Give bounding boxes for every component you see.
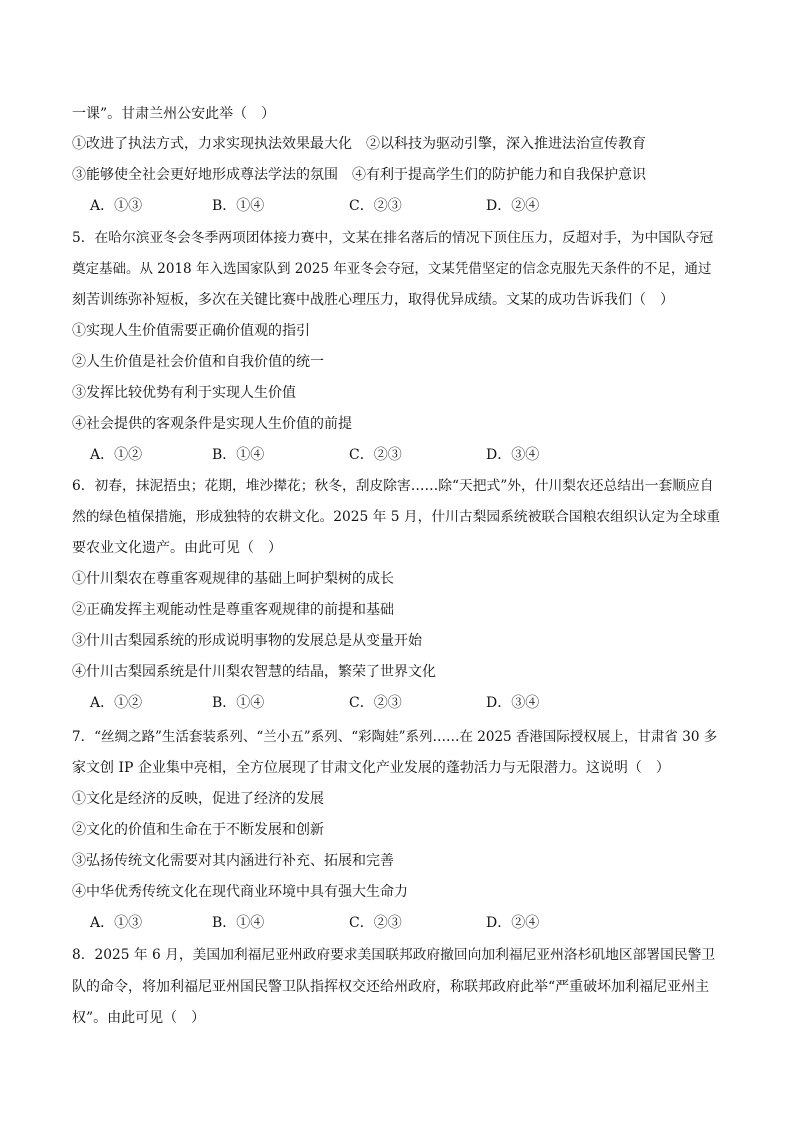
q5-option: ①实现人生价值需要正确价值观的指引: [72, 323, 310, 339]
q4-stem-line: 一课”。甘肃兰州公安此举（ ）: [72, 106, 276, 122]
q4-option-line: ③能够使全社会更好地形成尊法学法的氛围 ④有利于提高学生们的防护能力和自我保护意识: [72, 167, 646, 183]
q6-option: ③什川古梨园系统的形成说明事物的发展总是从变量开始: [72, 633, 422, 649]
q5-option: ④社会提供的客观条件是实现人生价值的前提: [72, 416, 352, 432]
q7-option: ②文化的价值和生命在于不断发展和创新: [72, 822, 324, 838]
q4-choice-c[interactable]: C．②③: [349, 198, 402, 214]
q7-choice-d[interactable]: D．②④: [486, 915, 540, 931]
q4-option-line: ①改进了执法方式，力求实现执法效果最大化 ②以科技为驱动引擎，深入推进法治宣传教育: [72, 136, 646, 152]
q6-stem-line: 然的绿色植保措施，形成独特的农耕文化。2025 年 5 月，什川古梨园系统被联合国粮农组织认定为全球重: [72, 509, 721, 525]
q4-choice-d[interactable]: D．②④: [486, 198, 540, 214]
q5-choice-b[interactable]: B．①④: [212, 447, 265, 463]
q6-choice-b[interactable]: B．①④: [212, 695, 265, 711]
q7-choice-a[interactable]: A．①③: [90, 915, 143, 931]
q7-choice-b[interactable]: B．①④: [212, 915, 265, 931]
q6-stem-line: 要农业文化遗产。由此可见（ ）: [72, 540, 282, 556]
q7-stem-line: 家文创 IP 企业集中亮相，全方位展现了甘肃文化产业发展的蓬勃活力与无限潜力。这说明（ ）: [72, 760, 670, 776]
q5-option: ②人生价值是社会价值和自我价值的统一: [72, 354, 324, 370]
q6-choice-d[interactable]: D．③④: [486, 695, 540, 711]
q6-option: ①什川梨农在尊重客观规律的基础上呵护梨树的成长: [72, 571, 394, 587]
q7-option: ④中华优秀传统文化在现代商业环境中具有强大生命力: [72, 884, 408, 900]
q5-stem-line: 奠定基础。从 2018 年入选国家队到 2025 年亚冬会夺冠，文某凭借坚定的信念克服先天条件的不足，通过: [72, 261, 712, 277]
q6-option: ②正确发挥主观能动性是尊重客观规律的前提和基础: [72, 602, 394, 618]
q8-stem-line: 权”。由此可见（ ）: [72, 1010, 206, 1026]
q5-stem-line: 5．在哈尔滨亚冬会冬季两项团体接力赛中，文某在排名落后的情况下顶住压力，反超对手，为中国队夺冠: [72, 230, 714, 246]
q4-choice-b[interactable]: B．①④: [212, 198, 265, 214]
q5-stem-line: 刻苦训练弥补短板，多次在关键比赛中战胜心理压力，取得优异成绩。文某的成功告诉我们（ ）: [72, 292, 674, 308]
q6-choice-a[interactable]: A．①②: [90, 695, 143, 711]
q6-option: ④什川古梨园系统是什川梨农智慧的结晶，繁荣了世界文化: [72, 664, 436, 680]
q7-stem-line: 7．“丝绸之路”生活套装系列、“兰小五”系列、“彩陶娃”系列……在 2025 香港国际授权展上，甘肃省 30 多: [72, 729, 718, 745]
q5-choice-a[interactable]: A．①②: [90, 447, 143, 463]
q8-stem-line: 8．2025 年 6 月，美国加利福尼亚州政府要求美国联邦政府撤回向加利福尼亚州洛杉矶地区部署国民警卫: [72, 947, 716, 963]
q7-option: ①文化是经济的反映，促进了经济的发展: [72, 791, 324, 807]
q6-stem-line: 6．初春，抹泥捂虫；花期，堆沙撵花；秋冬，刮皮除害……除“天把式”外，什川梨农还总结出一套顺应自: [72, 478, 714, 494]
q7-choice-c[interactable]: C．②③: [349, 915, 402, 931]
q4-choice-a[interactable]: A．①③: [90, 198, 143, 214]
q5-option: ③发挥比较优势有利于实现人生价值: [72, 385, 296, 401]
q5-choice-d[interactable]: D．③④: [486, 447, 540, 463]
q6-choice-c[interactable]: C．②③: [349, 695, 402, 711]
q7-option: ③弘扬传统文化需要对其内涵进行补充、拓展和完善: [72, 853, 394, 869]
q8-stem-line: 队的命令，将加利福尼亚州国民警卫队指挥权交还给州政府，称联邦政府此举“严重破坏加利福尼亚州主: [72, 979, 710, 995]
q5-choice-c[interactable]: C．②③: [349, 447, 402, 463]
